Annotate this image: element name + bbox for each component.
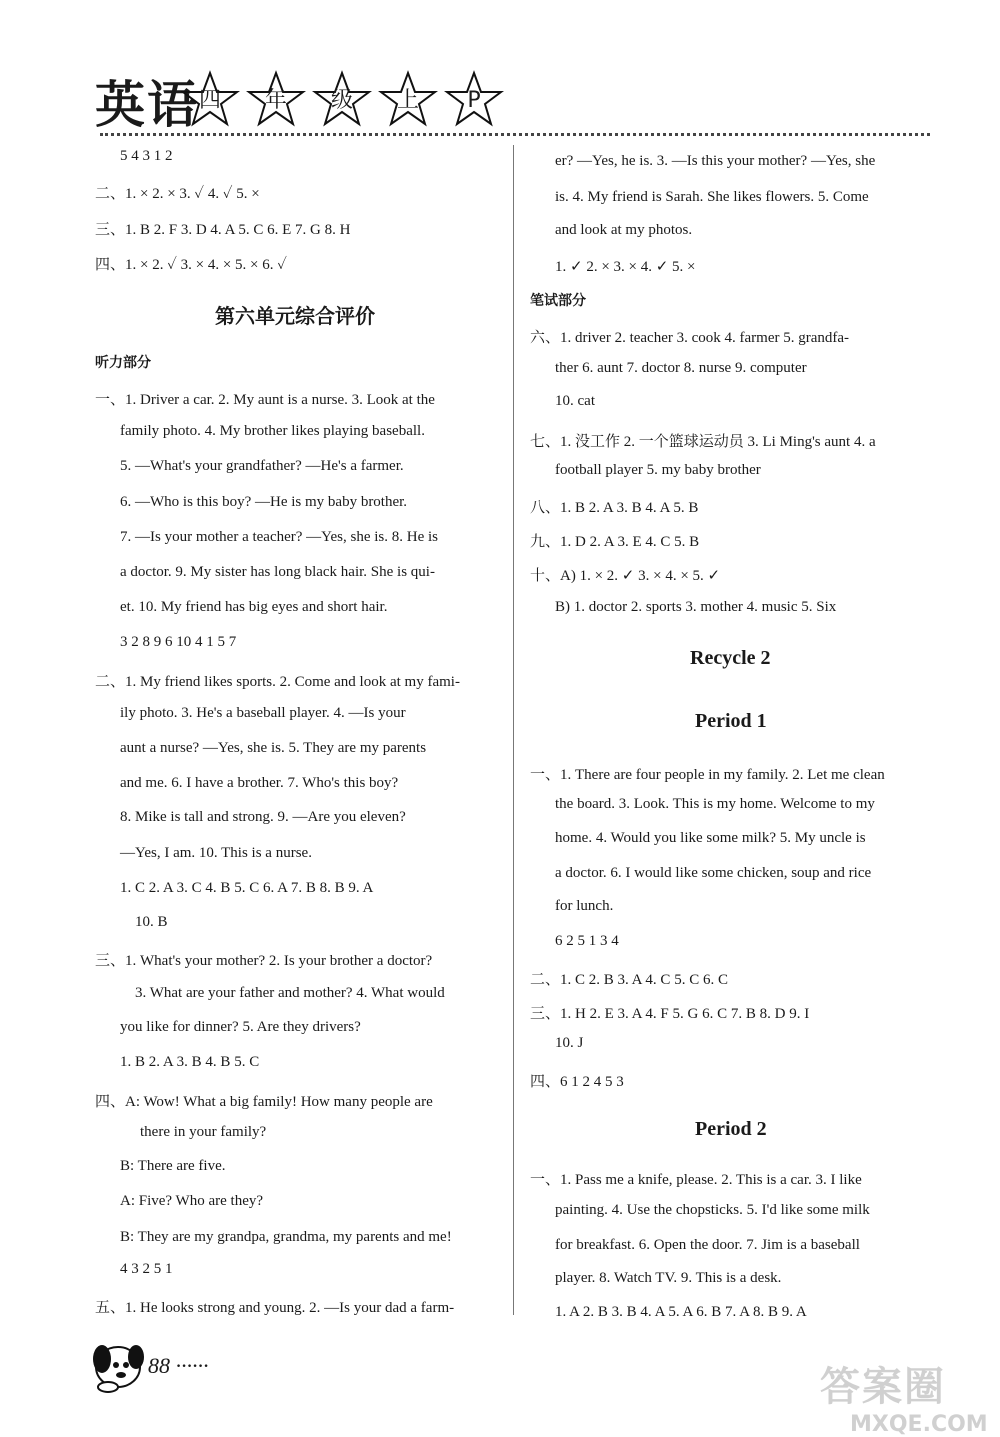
answer-line: family photo. 4. My brother likes playing baseball. — [120, 423, 425, 439]
answer-line: a doctor. 9. My sister has long black hair. She is qui- — [120, 564, 435, 580]
answer-line: ther 6. aunt 7. doctor 8. nurse 9. computer — [555, 360, 807, 376]
answer-line: there in your family? — [140, 1124, 267, 1140]
answer-line: the board. 3. Look. This is my home. Welcome to my — [555, 796, 875, 812]
answer-line: 3. What are your father and mother? 4. What would — [135, 985, 445, 1001]
answer-line: 5 4 3 1 2 — [120, 148, 173, 164]
answer-line: B) 1. doctor 2. sports 3. mother 4. music 5. Six — [555, 599, 837, 615]
answer-line: a doctor. 6. I would like some chicken, soup and rice — [555, 865, 872, 881]
grade-star — [378, 70, 438, 130]
answer-line: 10. cat — [555, 393, 595, 409]
watermark — [820, 1355, 990, 1437]
header-divider — [100, 133, 930, 136]
answer-line: 1. ✓ 2. × 3. × 4. ✓ 5. × — [555, 259, 696, 275]
answer-line: 1. B 2. A 3. B 4. B 5. C — [120, 1054, 260, 1070]
answer-line: 二、1. × 2. × 3. ✓ 4. ✓ 5. × — [95, 186, 260, 202]
subsection-heading: 笔试部分 — [530, 293, 586, 309]
section-heading: Period 2 — [695, 1118, 767, 1140]
grade-char: 四 — [198, 88, 221, 113]
grade-stars — [180, 70, 504, 130]
answer-line: and me. 6. I have a brother. 7. Who's this boy? — [120, 775, 399, 791]
answer-line: player. 8. Watch TV. 9. This is a desk. — [555, 1270, 782, 1286]
answer-line: 二、1. My friend likes sports. 2. Come and look at my fami- — [95, 674, 460, 690]
answer-line: 8. Mike is tall and strong. 9. —Are you eleven? — [120, 809, 406, 825]
grade-star — [180, 70, 240, 130]
answer-line: 三、1. B 2. F 3. D 4. A 5. C 6. E 7. G 8. H — [95, 222, 351, 238]
answer-line: ily photo. 3. He's a baseball player. 4. —Is your — [120, 705, 406, 721]
answer-line: A: Five? Who are they? — [120, 1193, 264, 1209]
grade-char: 年 — [264, 88, 287, 113]
subject-logo: 英语 — [95, 75, 199, 134]
answer-line: 10. J — [555, 1035, 584, 1051]
answer-line: 四、1. × 2. ✓ 3. × 4. × 5. × 6. ✓ — [95, 257, 287, 273]
answer-line: 三、1. H 2. E 3. A 4. F 5. G 6. C 7. B 8. D 9. I — [530, 1006, 810, 1022]
answer-line: 一、1. There are four people in my family. 2. Let me clean — [530, 767, 885, 783]
section-heading: Period 1 — [695, 710, 767, 732]
answer-line: 4 3 2 5 1 — [120, 1261, 173, 1277]
answer-line: 八、1. B 2. A 3. B 4. A 5. B — [530, 500, 699, 516]
answer-line: 1. A 2. B 3. B 4. A 5. A 6. B 7. A 8. B 9. A — [555, 1304, 807, 1320]
subsection-heading: 听力部分 — [95, 355, 151, 371]
answer-line: aunt a nurse? —Yes, she is. 5. They are my parents — [120, 740, 427, 756]
answer-line: 二、1. C 2. B 3. A 4. C 5. C 6. C — [530, 972, 728, 988]
grade-star — [444, 70, 504, 130]
answer-line: 六、1. driver 2. teacher 3. cook 4. farmer 5. grandfa- — [530, 330, 850, 346]
answer-line: 1. C 2. A 3. C 4. B 5. C 6. A 7. B 8. B 9. A — [120, 880, 374, 896]
page-header — [95, 60, 955, 140]
grade-star — [246, 70, 306, 130]
section-heading: Recycle 2 — [690, 647, 771, 669]
answer-line: 一、1. Pass me a knife, please. 2. This is a car. 3. I like — [530, 1172, 862, 1188]
answer-line: —Yes, I am. 10. This is a nurse. — [120, 845, 312, 861]
answer-line: for lunch. — [555, 898, 614, 914]
section-heading: 第六单元综合评价 — [215, 306, 375, 328]
answer-line: 10. B — [135, 914, 168, 930]
grade-char: 上 — [396, 88, 419, 113]
watermark-text: 答案圈 — [820, 1364, 946, 1410]
answer-line: 五、1. He looks strong and young. 2. —Is your dad a farm- — [95, 1300, 455, 1316]
answer-line: is. 4. My friend is Sarah. She likes flowers. 5. Come — [555, 189, 869, 205]
answer-line: 一、1. Driver a car. 2. My aunt is a nurse. 3. Look at the — [95, 392, 435, 408]
answer-line: you like for dinner? 5. Are they drivers? — [120, 1019, 361, 1035]
grade-star — [312, 70, 372, 130]
grade-char: 级 — [330, 88, 353, 113]
answer-line: 5. —What's your grandfather? —He's a farmer. — [120, 458, 404, 474]
answer-line: 四、6 1 2 4 5 3 — [530, 1074, 624, 1090]
answer-line: painting. 4. Use the chopsticks. 5. I'd like some milk — [555, 1202, 870, 1218]
answer-line: for breakfast. 6. Open the door. 7. Jim is a baseball — [555, 1237, 860, 1253]
grade-char: P — [467, 88, 481, 113]
page-footer — [88, 1335, 288, 1395]
page-number: 88 ······ — [148, 1353, 209, 1378]
answer-line: 七、1. 没工作 2. 一个篮球运动员 3. Li Ming's aunt 4. a — [530, 434, 876, 450]
answer-line: 3 2 8 9 6 10 4 1 5 7 — [120, 634, 237, 650]
answer-line: 6. —Who is this boy? —He is my baby brother. — [120, 494, 408, 510]
answer-line: et. 10. My friend has big eyes and short hair. — [120, 599, 388, 615]
answer-line: 7. —Is your mother a teacher? —Yes, she is. 8. He is — [120, 529, 438, 545]
answer-line: 十、A) 1. × 2. ✓ 3. × 4. × 5. ✓ — [530, 568, 721, 584]
answer-line: home. 4. Would you like some milk? 5. My uncle is — [555, 830, 866, 846]
answer-line: and look at my photos. — [555, 222, 693, 238]
answer-line: B: They are my grandpa, grandma, my parents and me! — [120, 1229, 452, 1245]
answer-line: er? —Yes, he is. 3. —Is this your mother? —Yes, she — [555, 153, 876, 169]
answer-line: 三、1. What's your mother? 2. Is your brother a doctor? — [95, 953, 433, 969]
answer-line: 四、A: Wow! What a big family! How many people are — [95, 1094, 433, 1110]
column-divider — [513, 145, 514, 1315]
answer-line: B: There are five. — [120, 1158, 226, 1174]
answer-line: football player 5. my baby brother — [555, 462, 761, 478]
answer-line: 6 2 5 1 3 4 — [555, 933, 619, 949]
watermark-url: MXQE.COM — [850, 1412, 988, 1437]
answer-line: 九、1. D 2. A 3. E 4. C 5. B — [530, 534, 700, 550]
